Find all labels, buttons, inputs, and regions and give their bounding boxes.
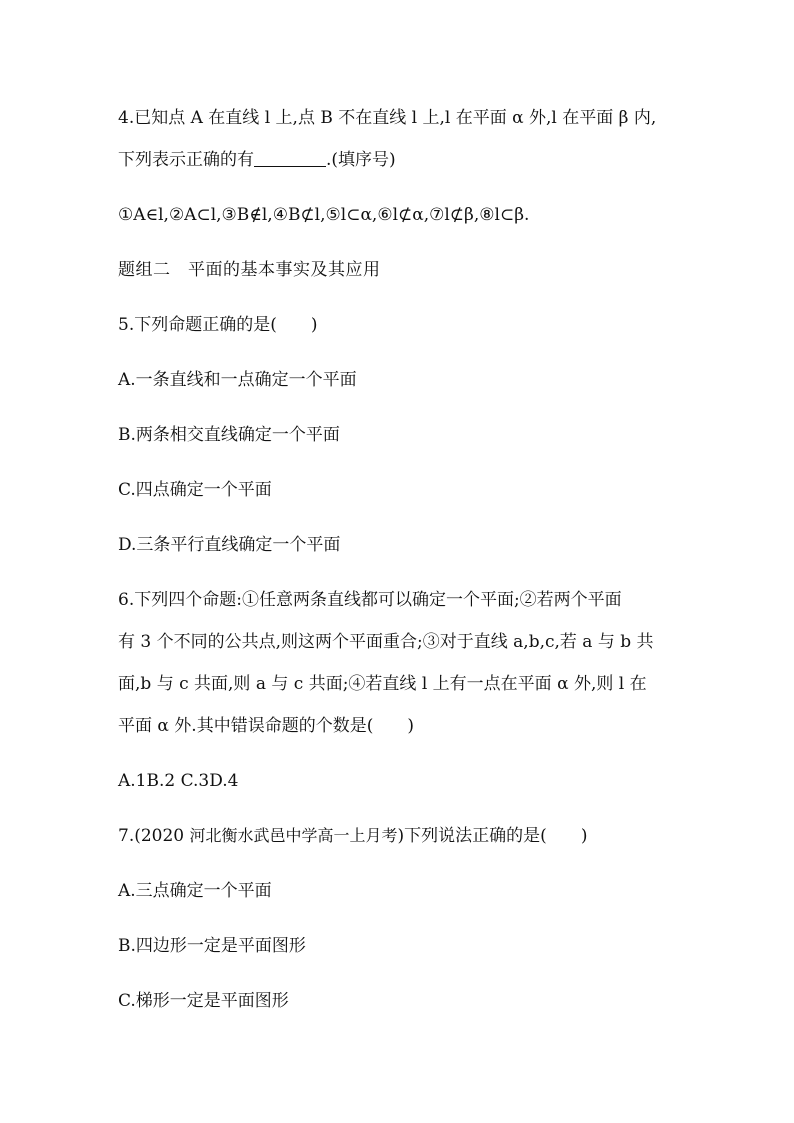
section-heading xyxy=(118,258,718,282)
q6-options-text: A.1B.2 C.3D.4 xyxy=(118,771,239,791)
q7-prefix: 7.(2020 xyxy=(118,826,190,846)
section-heading-text: 题组二 平面的基本事实及其应用 xyxy=(118,260,381,280)
q6-stem-close: ) xyxy=(407,716,414,736)
q5-stem-text: 5.下列命题正确的是( xyxy=(118,315,277,335)
q7-option-a xyxy=(118,879,718,903)
q6-line-3 xyxy=(118,672,718,696)
q7-stem xyxy=(118,824,718,848)
q6-stem-text-3: 面,b 与 c 共面,则 a 与 c 共面;④若直线 l 上有一点在平面 α 外,则 l 在 xyxy=(118,674,647,694)
q7-option-b xyxy=(118,934,718,958)
q4-stem-text: 4.已知点 A 在直线 l 上,点 B 不在直线 l 上,l 在平面 α 外,l 在平面 β 内, xyxy=(118,108,657,128)
q5-option-c-text: C.四点确定一个平面 xyxy=(118,480,272,500)
q5-option-b xyxy=(118,423,718,447)
q4-options-text: ①A∈l,②A⊂l,③B∉l,④B⊄l,⑤l⊂α,⑥l⊄α,⑦l⊄β,⑧l⊂β. xyxy=(118,205,530,225)
q6-stem-text-2: 有 3 个不同的公共点,则这两个平面重合;③对于直线 a,b,c,若 a 与 b 共 xyxy=(118,632,654,652)
q5-option-c xyxy=(118,478,718,502)
q7-source: 河北衡水武邑中学高一上月考 xyxy=(189,826,398,845)
q4-line-2 xyxy=(118,148,718,172)
q5-option-d xyxy=(118,533,718,557)
q7-stem-text: )下列说法正确的是( xyxy=(397,826,547,846)
q6-stem-text-1: 6.下列四个命题:①任意两条直线都可以确定一个平面;②若两个平面 xyxy=(118,590,622,610)
q5-option-b-text: B.两条相交直线确定一个平面 xyxy=(118,425,340,445)
q4-options xyxy=(118,203,718,227)
q7-option-c xyxy=(118,989,718,1013)
q4-line-1 xyxy=(118,106,718,130)
q6-options xyxy=(118,769,718,793)
q7-stem-close: ) xyxy=(580,826,588,846)
q6-stem-text-4: 平面 α 外.其中错误命题的个数是( xyxy=(118,716,374,736)
q6-line-1 xyxy=(118,588,718,612)
q6-line-2 xyxy=(118,630,718,654)
q5-option-a-text: A.一条直线和一点确定一个平面 xyxy=(118,370,357,390)
q7-option-a-text: A.三点确定一个平面 xyxy=(118,881,272,901)
q5-stem xyxy=(118,313,718,337)
q7-option-c-text: C.梯形一定是平面图形 xyxy=(118,991,289,1011)
q4-stem-text-2: 下列表示正确的有 xyxy=(118,150,254,170)
q7-option-b-text: B.四边形一定是平面图形 xyxy=(118,936,306,956)
q6-line-4 xyxy=(118,714,718,738)
q5-stem-close: ) xyxy=(310,315,318,335)
q5-option-d-text: D.三条平行直线确定一个平面 xyxy=(118,535,341,555)
q4-answer-blank xyxy=(254,150,326,167)
q4-stem-text-3: .(填序号) xyxy=(326,150,396,170)
q5-option-a xyxy=(118,368,718,392)
